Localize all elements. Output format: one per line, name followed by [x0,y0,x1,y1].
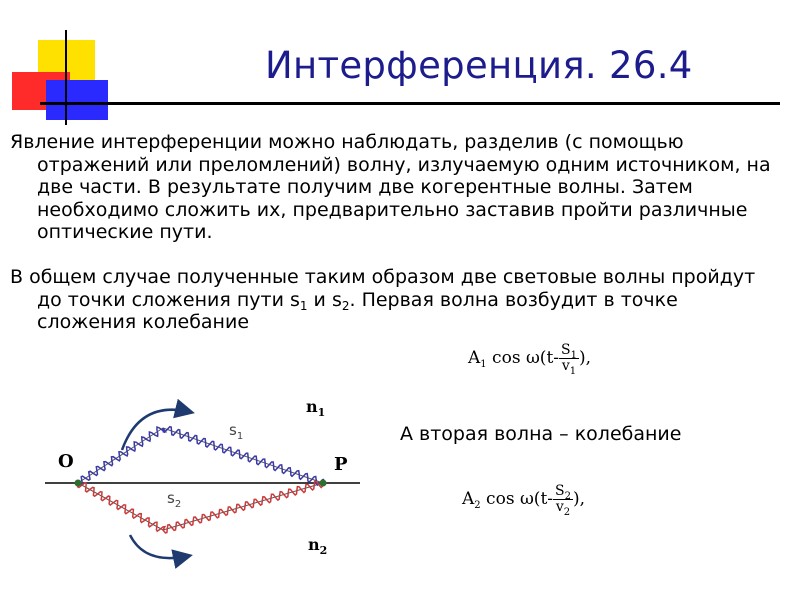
label-P: P [334,454,348,475]
paragraph-1-line-4: необходимо сложить их, предварительно заставив пройти различные [37,198,748,221]
formula-sub: 2 [474,500,481,511]
label-n2-sub: 2 [319,544,328,557]
wave-path-1 [78,427,324,485]
formula-fraction [553,483,573,518]
text-segment: до точки сложения пути s [37,288,300,311]
formula-cos: cos ω(t- [486,348,560,368]
label-n1 [306,397,325,419]
formula-first-wave [468,342,592,377]
label-s2-sub: 2 [174,499,182,510]
formula-amp: A [462,489,475,509]
paragraph-1-line-3: две части. В результате получим две когерентные волны. Затем [37,176,693,199]
subscript: 2 [341,298,350,313]
formula-amp: A [468,348,481,368]
title-divider [40,102,780,105]
paragraph-2-line-2 [10,289,790,312]
point-O [75,480,82,487]
paragraph-2 [10,266,790,334]
label-O: O [58,451,74,472]
label-s1-main: s [229,421,237,439]
path-2-guide [163,483,323,530]
label-n2-main: n [308,535,320,554]
formula-sub: 1 [570,350,577,361]
label-s2 [167,489,181,510]
text-segment: и s [307,288,342,311]
formula-den: v [555,499,564,515]
label-n1-main: n [306,397,318,416]
paragraph-1-line-2: отражений или преломлений) волну, излучаемую одним источником, на [37,153,771,176]
formula-end: ), [578,348,592,368]
formula-num: S [561,342,571,358]
path-2-guide [78,483,163,530]
formula-end: ), [572,489,586,509]
paragraph-1-line-1: Явление интерференции можно наблюдать, разделив (с помощью [10,131,684,153]
formula-fraction [559,342,579,377]
paragraph-1-line-5: оптические пути. [37,221,213,244]
label-n2 [308,535,327,557]
rotation-arrow-bottom [130,535,188,558]
point-P [320,480,327,487]
second-wave-text: А вторая волна – колебание [400,423,682,445]
interference-diagram [40,390,380,590]
label-n1-sub: 1 [317,406,326,419]
paragraph-2-line-1: В общем случае полученные таким образом две световые волны пройдут [10,266,756,288]
formula-den: v [561,358,570,374]
page-title: Интерференция. 26.4 [265,44,693,87]
paragraph-1 [10,131,790,244]
formula-cos: cos ω(t- [480,489,554,509]
label-s1-sub: 1 [236,431,244,442]
label-s2-main: s [167,489,175,507]
wave-path-2 [78,482,323,533]
formula-sub: 1 [480,359,487,370]
slide-logo-decoration [0,0,130,125]
text-segment: . Первая волна возбудит в точке [349,288,678,311]
label-s1 [229,421,243,442]
paragraph-2-line-3: сложения колебание [37,311,250,334]
formula-sub: 2 [564,491,571,502]
formula-num: S [555,483,565,499]
subscript: 1 [299,298,308,313]
formula-second-wave [462,483,586,518]
formula-sub: 2 [563,507,571,518]
formula-sub: 1 [569,366,577,377]
